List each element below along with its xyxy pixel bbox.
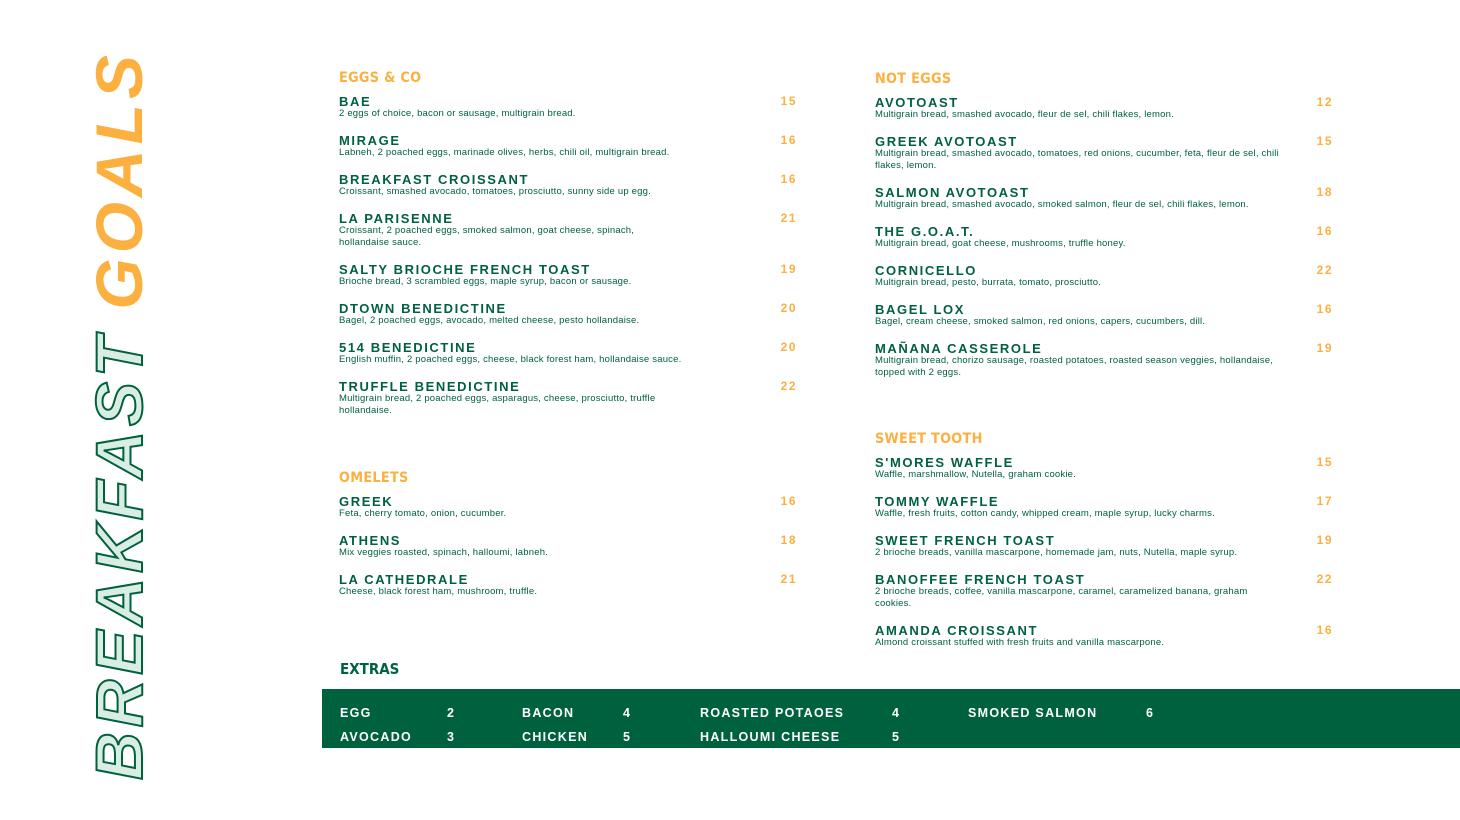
extra-name: CHICKEN [522,730,589,744]
item-name: AVOTOAST [875,95,959,110]
menu-item [875,495,1333,520]
extra-name: BACON [522,706,575,720]
item-name: AMANDA CROISSANT [875,623,1039,638]
menu-item [339,212,797,249]
section-title: EGGS & CO [339,70,422,86]
item-name: TRUFFLE BENEDICTINE [339,379,521,394]
extra-price: 5 [892,730,901,744]
extras-bar [322,689,1460,748]
item-name: MIRAGE [339,133,401,148]
section-not-eggs [875,70,1333,393]
item-price: 17 [1316,494,1333,508]
item-name: TOMMY WAFFLE [875,494,1000,509]
item-description: 2 eggs of choice, bacon or sausage, multigrain bread. [339,108,576,119]
item-price: 19 [1316,533,1333,547]
item-name: GREEK [339,494,394,509]
item-price: 16 [1316,224,1333,238]
item-description: Multigrain bread, 2 poached eggs, asparagus, cheese, prosciutto, truffle hollandaise. [339,393,656,416]
extra-price: 4 [623,706,632,720]
menu-item [875,303,1333,328]
item-name: BAGEL LOX [875,302,966,317]
extra-price: 5 [623,730,632,744]
item-description: Multigrain bread, smashed avocado, smoked salmon, fleur de sel, chili flakes, lemon. [875,199,1249,210]
menu-item [875,186,1333,211]
extras-title: EXTRAS [340,660,400,678]
item-description: Croissant, smashed avocado, tomatoes, prosciutto, sunny side up egg. [339,186,651,197]
item-description: Bagel, 2 poached eggs, avocado, melted cheese, pesto hollandaise. [339,315,640,326]
section-omelets [339,469,797,612]
item-description: Labneh, 2 poached eggs, marinade olives, herbs, chili oil, multigrain bread. [339,147,670,158]
item-description: Feta, cherry tomato, onion, cucumber. [339,508,507,519]
menu-item [339,573,797,598]
item-description: Waffle, fresh fruits, cotton candy, whipped cream, maple syrup, lucky charms. [875,508,1215,519]
menu-item [875,456,1333,481]
item-price: 16 [780,494,797,508]
menu-item [875,534,1333,559]
item-description: Multigrain bread, smashed avocado, tomatoes, red onions, cucumber, feta, fleur de sel, chili flakes, lemon. [875,148,1279,171]
item-price: 15 [780,94,797,108]
extra-name: EGG [340,706,372,720]
item-price: 21 [780,572,797,586]
item-name: SALTY BRIOCHE FRENCH TOAST [339,262,591,277]
menu-item [875,96,1333,121]
section-eggs-co [339,69,797,431]
extra-name: AVOCADO [340,730,413,744]
item-name: LA CATHEDRALE [339,572,469,587]
item-description: Multigrain bread, pesto, burrata, tomato, prosciutto. [875,277,1102,288]
item-description: English muffin, 2 poached eggs, cheese, black forest ham, hollandaise sauce. [339,354,682,365]
item-name: ATHENS [339,533,402,548]
menu-item [339,341,797,366]
extra-name: ROASTED POTAOES [700,706,845,720]
item-price: 16 [780,172,797,186]
item-description: Almond croissant stuffed with fresh fruits and vanilla mascarpone. [875,637,1165,648]
menu-item [339,95,797,120]
item-price: 18 [780,533,797,547]
item-price: 16 [1316,623,1333,637]
item-price: 21 [780,211,797,225]
item-price: 19 [780,262,797,276]
item-price: 19 [1316,341,1333,355]
item-name: MAÑANA CASSEROLE [875,341,1043,356]
item-description: Cheese, black forest ham, mushroom, truffle. [339,586,538,597]
item-name: BANOFFEE FRENCH TOAST [875,572,1086,587]
extra-name: SMOKED SALMON [968,706,1098,720]
item-description: Multigrain bread, chorizo sausage, roasted potatoes, roasted season veggies, hollandaise, topped with 2 eggs. [875,355,1274,378]
item-price: 22 [780,379,797,393]
item-name: 514 BENEDICTINE [339,340,477,355]
menu-item [339,495,797,520]
menu-item [875,573,1333,610]
menu-item [339,263,797,288]
item-description: Multigrain bread, goat cheese, mushrooms, truffle honey. [875,238,1126,249]
section-title: SWEET TOOTH [875,431,983,447]
vertical-title [82,49,156,781]
item-price: 15 [1316,134,1333,148]
menu-item [875,135,1333,172]
item-price: 15 [1316,455,1333,469]
item-description: Croissant, 2 poached eggs, smoked salmon, goat cheese, spinach, hollandaise sauce. [339,225,635,248]
section-sweet-tooth [875,430,1333,663]
item-price: 18 [1316,185,1333,199]
item-price: 22 [1316,263,1333,277]
item-name: SALMON AVOTOAST [875,185,1030,200]
menu-item [339,380,797,417]
item-name: LA PARISENNE [339,211,454,226]
item-name: SWEET FRENCH TOAST [875,533,1056,548]
item-name: CORNICELLO [875,263,977,278]
menu-item [875,225,1333,250]
item-description: 2 brioche breads, vanilla mascarpone, homemade jam, nuts, Nutella, maple syrup. [875,547,1238,558]
item-price: 16 [780,133,797,147]
item-price: 20 [780,301,797,315]
item-description: Waffle, marshmallow, Nutella, graham cookie. [875,469,1076,480]
item-description: 2 brioche breads, coffee, vanilla mascarpone, caramel, caramelized banana, graham cookies. [875,586,1248,609]
title-solid-word: GOALS [82,49,156,310]
item-name: GREEK AVOTOAST [875,134,1018,149]
item-name: THE G.O.A.T. [875,224,975,239]
menu-item [875,624,1333,649]
item-name: BAE [339,94,372,109]
item-name: S'MORES WAFFLE [875,455,1014,470]
menu-item [875,342,1333,379]
extra-price: 3 [447,730,456,744]
item-description: Multigrain bread, smashed avocado, fleur de sel, chili flakes, lemon. [875,109,1174,120]
item-description: Mix veggies roasted, spinach, halloumi, labneh. [339,547,549,558]
item-price: 12 [1316,95,1333,109]
title-outline-word: BREAKFAST [82,331,156,781]
item-name: DTOWN BENEDICTINE [339,301,507,316]
menu-item [339,302,797,327]
menu-item [339,534,797,559]
section-title: NOT EGGS [875,71,952,87]
item-description: Brioche bread, 3 scrambled eggs, maple syrup, bacon or sausage. [339,276,632,287]
extra-price: 4 [892,706,901,720]
item-description: Bagel, cream cheese, smoked salmon, red onions, capers, cucumbers, dill. [875,316,1206,327]
extra-price: 2 [447,706,456,720]
menu-item [875,264,1333,289]
extra-name: HALLOUMI CHEESE [700,730,841,744]
section-title: OMELETS [339,470,409,486]
item-name: BREAKFAST CROISSANT [339,172,530,187]
menu-item [339,173,797,198]
extra-price: 6 [1146,706,1155,720]
item-price: 20 [780,340,797,354]
item-price: 22 [1316,572,1333,586]
item-price: 16 [1316,302,1333,316]
menu-item [339,134,797,159]
